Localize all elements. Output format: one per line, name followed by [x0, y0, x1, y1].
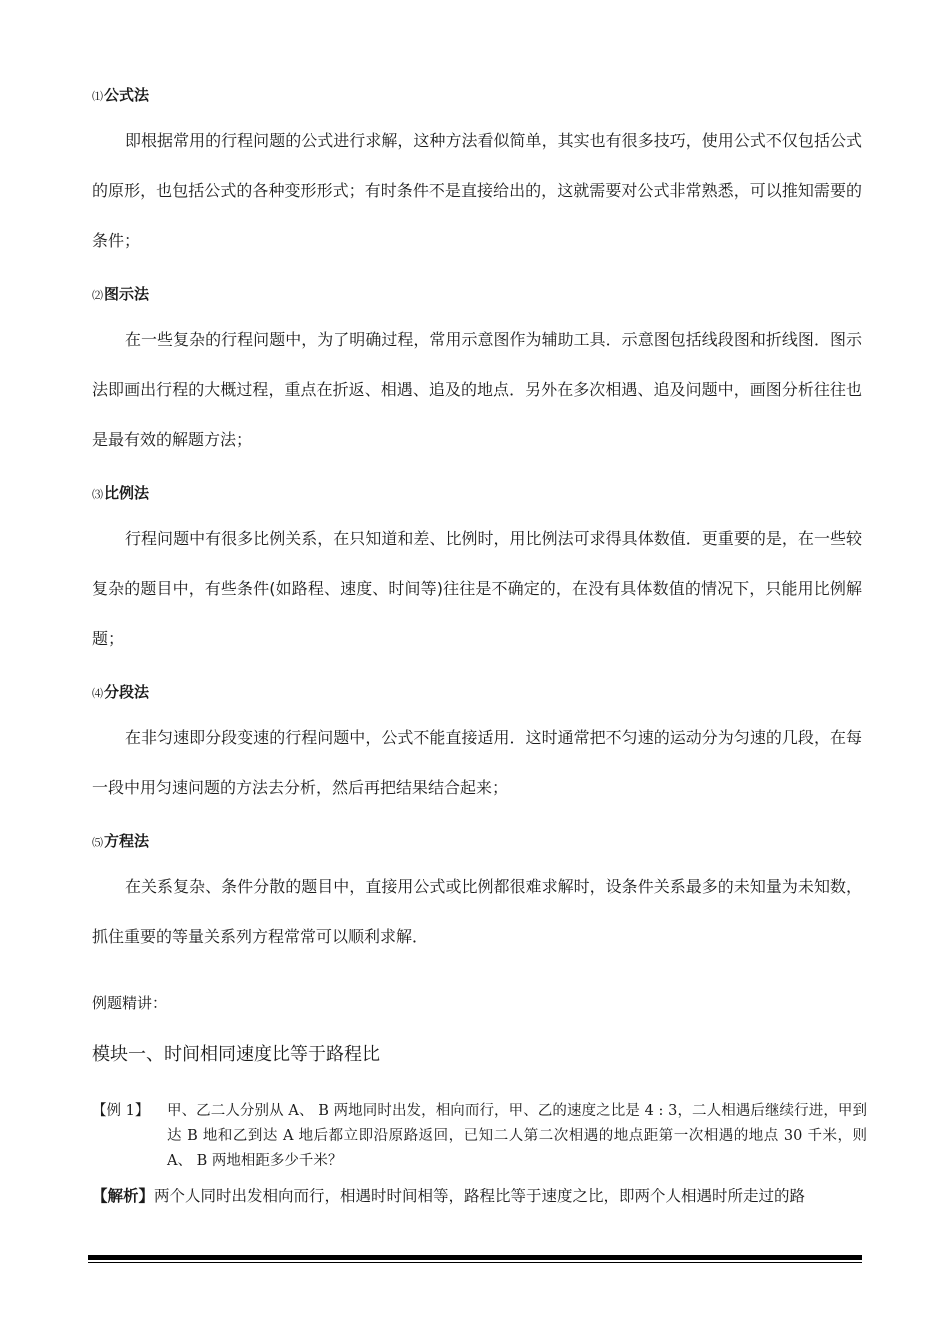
module-title: 模块一、时间相同速度比等于路程比 [92, 1044, 380, 1065]
section-paragraph-4: 在非匀速即分段变速的行程问题中，公式不能直接适用．这时通常把不匀速的运动分为匀速的几段，在每一段中用匀速问题的方法去分析，然后再把结果结合起来； [92, 728, 862, 797]
section-number: ⑶ [92, 488, 103, 501]
section-heading-5 [92, 831, 149, 853]
section-heading-4 [92, 682, 149, 704]
example-1 [92, 1099, 867, 1174]
analysis-tag: 【解析】 [92, 1187, 155, 1205]
section-number: ⑴ [92, 90, 103, 103]
section-heading-3 [92, 483, 149, 505]
section-title: 图示法 [104, 285, 150, 303]
section-title: 分段法 [104, 683, 150, 701]
section-heading-1 [92, 85, 149, 107]
section-number: ⑸ [92, 836, 103, 849]
footer-rule-thin [88, 1262, 862, 1263]
example-text: 甲、乙二人分别从 A、 B 两地同时出发，相向而行，甲、乙的速度之比是 4 : 3，二人相遇后继续行进，甲到达 B 地和乙到达 A 地后都立即沿原路返回，已知二人第二次相遇的地点距第一次相遇的地点 30 千米，则 A、 B 两地相距多少千米？ [167, 1103, 867, 1169]
section-title: 比例法 [104, 484, 150, 502]
section-title: 公式法 [104, 86, 150, 104]
section-paragraph-1: 即根据常用的行程问题的公式进行求解，这种方法看似简单，其实也有很多技巧，使用公式不仅包括公式的原形，也包括公式的各种变形形式；有时条件不是直接给出的，这就需要对公式非常熟悉，可以推知需要的条件； [92, 131, 862, 250]
section-paragraph-5: 在关系复杂、条件分散的题目中，直接用公式或比例都很难求解时，设条件关系最多的未知量为未知数，抓住重要的等量关系列方程常常可以顺利求解． [92, 877, 862, 946]
analysis-text: 两个人同时出发相向而行，相遇时时间相等，路程比等于速度之比，即两个人相遇时所走过的路 [154, 1187, 806, 1205]
section-heading-2 [92, 284, 149, 306]
section-paragraph-3: 行程问题中有很多比例关系，在只知道和差、比例时，用比例法可求得具体数值．更重要的是，在一些较复杂的题目中，有些条件(如路程、速度、时间等)往往是不确定的，在没有具体数值的情况下，只能用比例解题； [92, 529, 862, 648]
examples-label: 例题精讲： [92, 994, 168, 1012]
section-number: ⑵ [92, 289, 103, 302]
section-number: ⑷ [92, 687, 103, 700]
analysis [92, 1184, 867, 1208]
section-title: 方程法 [104, 832, 150, 850]
section-paragraph-2: 在一些复杂的行程问题中，为了明确过程，常用示意图作为辅助工具．示意图包括线段图和折线图．图示法即画出行程的大概过程，重点在折返、相遇、追及的地点．另外在多次相遇、追及问题中，画图分析往往也是最有效的解题方法； [92, 330, 862, 449]
footer-rule-thick [88, 1255, 862, 1260]
example-tag: 【例 1】 [92, 1103, 150, 1119]
